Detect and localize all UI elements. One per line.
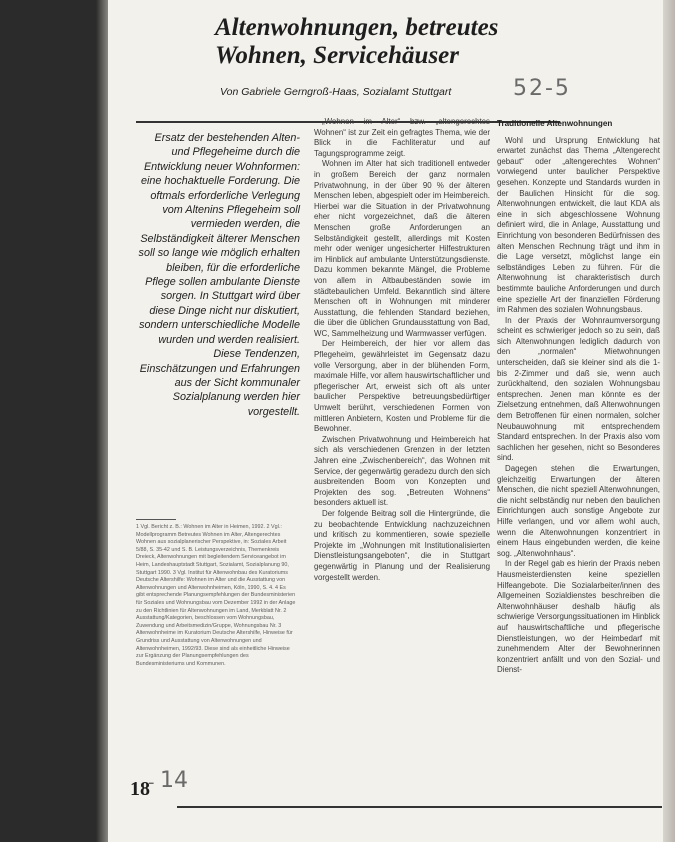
footer-rule (177, 806, 662, 808)
section-heading: Traditionelle Altenwohnungen (497, 119, 613, 128)
page-number: 18 (130, 778, 150, 800)
paragraph: In der Regel gab es hierin der Praxis neben Hausmeisterdiensten keine speziellen Hilfeangebote. Die Sozialarbeiter/innen des Allgemeinen Sozialdienstes beschreiben die Altenwohnhäuser deshalb häufig als schwierige Versorgungssituationen im Hinblick auf hauswirtschaftliche und pflegerische Dienstleistungen, wo der Heimbedarf mit zunehmendem Alter der Bewohnerinnen konzentriert anfällt und von den Sozial- und Dienst- (497, 559, 660, 675)
text-column-middle (314, 117, 490, 583)
footnotes: 1 Vgl. Bericht z. B.: Wohnen im Alter in Heimen, 1992. 2 Vgl.: Modellprogramm Betreutes Wohnen im Alter, Altengerechtes Wohnen aus sozialplanerischer Perspektive, in: Soziales Arbeit 5/88, S. 35-42 und S. B. Leistungsverzeichnis, Themenkreis Dreieck, Altenwohnungen mit begleitendem Serviceangebot im Heim, Landeshauptstadt Stuttgart, Sozialamt, Sozialplanung 90, Stuttgart 1990. 3 Vgl. Institut für Altenwohnbau des Kuratoriums Deutsche Altershilfe: Wohnen im Alter und die Ausstattung von Altenwohnungen und Altenwohnheimen, Köln, 1990, S. 4. 4 Es gibt entsprechende Planungsempfehlungen der Bundesministerien für Soziales und Wohnungsbau vom Dezember 1992 in der Anlage zu den Richtlinien für Altenwohnungen im Land, Merkblatt Nr. 2 Ausstattung/Kategorien, beschlossen vom Wohnungsbau, Zuwendung und Arbeitsmedizin/Gruppe, Wohnungsbau Nr. 3 Altenwohnheime im Kuratorium Deutsche Altershilfe, Hinweise für Grundriss und Ausstattung von Altenwohnungen und Altenwohnheimen, 1992/93. Diese sind als einheitliche Hinweise zur Ergänzung der Planungsempfehlungen des Bundesministeriums und Kommunen. (136, 524, 296, 667)
paragraph: Wohl und Ursprung Entwicklung hat erwartet zunächst das Thema „Altengerecht gebaut“ oder „altengerechtes Wohnen“ vorwiegend unter baulicher Perspektive gesehen. Konzepte und Standards wurden in der Baulichen Hinsicht für die sog. Altenwohnungen entwickelt, die laut KDA als eine in sich abgeschlossene Wohnung definiert wird, die in Anlage, Ausstattung und Einrichtung von besonderen Bedürfnissen des alten Menschen Rechnung trägt und ihm in die Lage versetzt, möglichst lange ein selbständiges Leben zu führen. Für die Altenwohnung ist charakteristisch durch bestimmte bauliche Anforderungen und durch eine spezielle Art der finanziellen Förderung im Rahmen des sozialen Wohnungsbaus. (497, 135, 660, 315)
paragraph: Der Heimbereich, der hier vor allem das Pflegeheim, gewährleistet im Gegensatz dazu volle Versorgung, aber in der blühenden Form, maximale Hilfe, vor allem hauswirtschaftlicher und pflegerischer Art, erweist sich oft als unter baulicher Perspektive betreuungsbedürftiger Umwelt berührt, verschiedenen Formen von mittleren Anbietern, Kosten und Probleme für die Bewohner. (314, 339, 490, 434)
article-title: Altenwohnungen, betreutes Wohnen, Servicehäuser (215, 14, 499, 69)
paragraph: „Wohnen im Alter“ bzw. „altengerechtes Wohnen“ ist zur Zeit ein gefragtes Thema, wie der Blick in die Fachliteratur und auf Tagungsprogramme zeigt. (314, 117, 490, 158)
paragraph: Dagegen stehen die Erwartungen, gleichzeitig Erwartungen der älteren Menschen, die nicht speziell Altenwohnungen, die nicht selbständig nur neben den baulichen Einrichtungen auch sonstige Angebote zur Hilfe verlangen, und vor allem wohl auch, wenn die Altenwohnungen konzentriert in einem Haus eingebunden werden, die keine sog. „Altenwohnhaus“. (497, 464, 660, 558)
text-column-right (497, 117, 660, 676)
paragraph: Zwischen Privatwohnung und Heimbereich hat sich als verschiedenen Grenzen in der letzten Jahren eine „Zwischenbereich“, das Wohnen mit Service, der gegenwärtig geradezu durch den sich ausbreitenden Boom von Konzepten und Projekten des sog. „Betreuten Wohnens“ besonders aktuell ist. (314, 434, 490, 508)
handwritten-note: 52-5 (513, 76, 571, 101)
footnote-rule (136, 519, 176, 520)
scan-right-edge (663, 0, 675, 842)
paragraph: Der folgende Beitrag soll die Hintergründe, die zu beobachtende Entwicklung nachzuzeichnen und kritisch zu kommentieren, sowie spezielle Projekte im „Wohnungen mit Institutionalisierten Dienstleistungsangeboten“, die in Stuttgart gegenwärtig in Planung und der Realisierung vorgestellt werden. (314, 508, 490, 582)
handwritten-page-number: 14 (160, 768, 188, 793)
handwritten-dash: - (148, 772, 155, 793)
paragraph: Wohnen im Alter hat sich traditionell entweder in großem Bereich der ganz normalen Privatwohnung, in der über 90 % der älteren Menschen leben, abgespielt oder im Heimbereich. Hierbei war die Situation in der Privatwohnung eher nicht vorgezeichnet, daß die älteren Menschen große Anforderungen an Selbständigkeit gestellt, allerdings mit Kosten mehr oder weniger ungesicherter Hilfestrukturen im Hinblick auf ambulante Unterstützungsdienste. Dazu kommen bekannte Mängel, die Probleme von allem in Altbaubeständen sowie im städtebaulichen Umfeld. Bekanntlich sind ältere Menschen oft in Wohnungen mit minderer Ausstattung, die fehlenden Standard beziehen, die über die üblichen Grundausstattung von Bad, WC, Sammelheizung und Warmwasser verfügen. (314, 159, 490, 338)
paragraph: In der Praxis der Wohnraumversorgung scheint es schwieriger jedoch so zu sein, daß sich Altenwohnungen lediglich dadurch von den „normalen“ Mietwohnungen unterscheiden, daß sie kleiner sind als die 1- bis 2-Zimmer und daß sie, wenn auch zurückhaltend, den sozialen Wohnungsbau entsprechen. Jenen man könnte es der Zielsetzung entnehmen, daß Altenwohnungen dem Betroffenen für einen normalen, solcher Neubauwohnung mit entsprechendem Standard entsprechen. In der Praxis also vom sachlichen her gesehen, nicht so Besonderes sind. (497, 315, 660, 463)
article-intro: Ersatz der bestehenden Alten- und Pflegeheime durch die Entwicklung neuer Wohnformen: eine hochaktuelle Forderung. Die oftmals erforderliche Verlegung vom Altenins Pflegeheim soll vermieden werden, die Selbständigkeit älterer Menschen soll so lange wie möglich erhalten bleiben, für die erforderliche Pflege sollen ambulante Dienste sorgen. In Stuttgart wird über diese Dinge nicht nur diskutiert, sondern unterschiedliche Modelle wurden und werden realisiert. Diese Tendenzen, Einschätzungen und Erfahrungen aus der Sicht kommunaler Sozialplanung werden hier vorgestellt. (138, 132, 300, 418)
article-author: Von Gabriele Gerngroß-Haas, Sozialamt Stuttgart (220, 86, 452, 98)
